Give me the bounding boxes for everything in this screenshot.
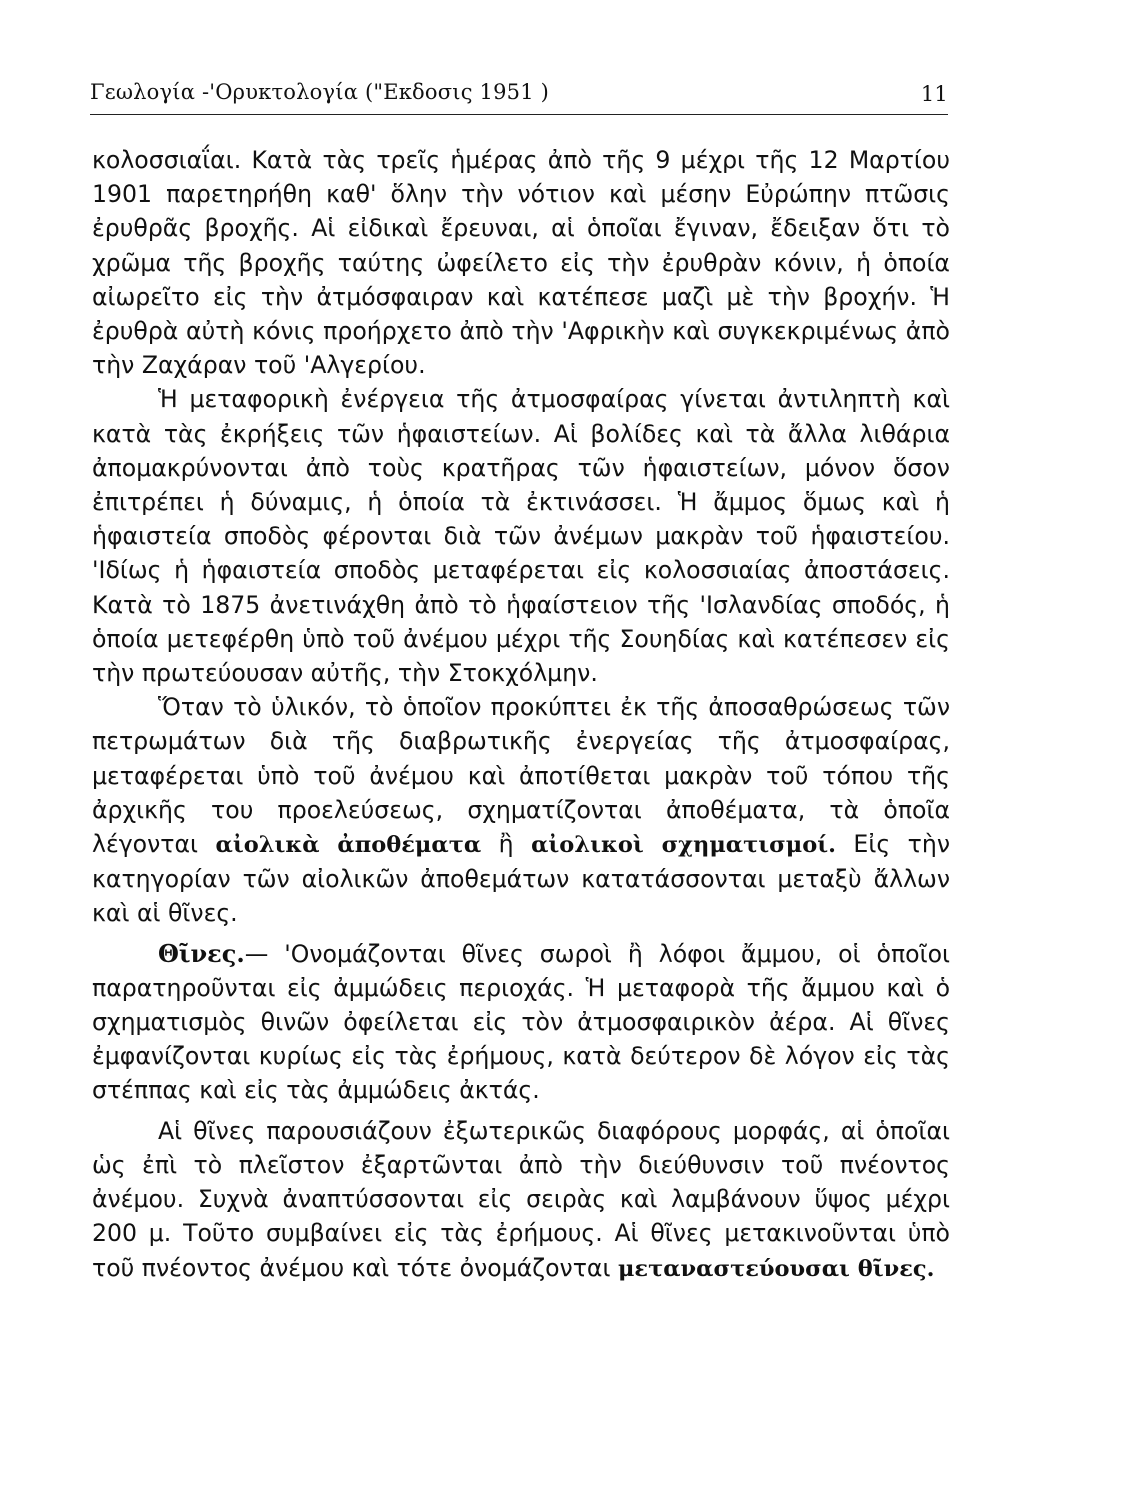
running-header <box>90 74 948 115</box>
paragraph-4-text: — 'Ονομάζονται θῖνες σωροὶ ἢ λόφοι ἄμμου, οἱ ὁποῖοι παρατηροῦνται εἰς ἀμμώδεις περιοχάς. Ἡ μεταφορὰ τῆς ἄμμου καὶ ὁ σχηματισμὸς θινῶν ὀφείλεται εἰς τὸν ἀτμοσφαιρικὸν ἀέρα. Αἱ θῖνες ἐμφανίζονται κυρίως εἰς τὰς ἐρήμους, κατὰ δεύτερον δὲ λόγον εἰς τὰς στέππας καὶ εἰς τὰς ἀμμώδεις ἀκτάς. <box>92 939 950 1105</box>
paragraph-3 <box>92 690 950 930</box>
term-aeolian-deposits: αἰολικὰ ἀποθέματα <box>215 832 482 859</box>
section-heading-dunes: Θῖνες. <box>158 938 245 968</box>
book-title: Γεωλογία -'Ορυκτολογία ("Εκδοσις 1951 ) <box>90 80 550 104</box>
paragraph-5-text: Αἱ θῖνες παρουσιάζουν ἐξωτερικῶς διαφόρους μορφάς, αἱ ὁποῖαι ὡς ἐπὶ τὸ πλεῖστον ἐξαρτῶνται ἀπὸ τὴν διεύθυνσιν τοῦ πνέοντος ἀνέμου. Συχνὰ ἀναπτύσσονται εἰς σειρὰς καὶ λαμβάνουν ὕψος μέχρι 200 μ. Τοῦτο συμβαίνει εἰς τὰς ἐρήμους. Αἱ θῖνες μετακινοῦνται ὑπὸ τοῦ πνέοντος ἀνέμου καὶ τότε ὀνομάζονται <box>92 1116 950 1282</box>
paragraph-2-text: Ἡ μεταφορικὴ ἐνέργεια τῆς ἀτμοσφαίρας γίνεται ἀντιληπτὴ καὶ κατὰ τὰς ἐκρήξεις τῶν ἡφαιστείων. Αἱ βολίδες καὶ τὰ ἄλλα λιθάρια ἀπομακρύνονται ἀπὸ τοὺς κρατῆρας τῶν ἡφαιστείων, μόνον ὅσον ἐπιτρέπει ἡ δύναμις, ἡ ὁποία τὰ ἐκτινάσσει. Ἡ ἄμμος ὅμως καὶ ἡ ἡφαιστεία σποδὸς φέρονται διὰ τῶν ἀνέμων μακρὰν τοῦ ἡφαιστείου. 'Ιδίως ἡ ἡφαιστεία σποδὸς μεταφέρεται εἰς κολοσσιαίας ἀποστάσεις. Κατὰ τὸ 1875 ἀνετινάχθη ἀπὸ τὸ ἡφαίστειον τῆς 'Ισλανδίας σποδός, ἡ ὁποία μετεφέρθη ὑπὸ τοῦ ἀνέμου μέχρι τῆς Σουηδίας καὶ κατέπεσεν εἰς τὴν πρωτεύουσαν αὐτῆς, τὴν Στοκχόλμην. <box>92 385 950 688</box>
term-aeolian-formations: αἰολικοὶ σχηματισμοί. <box>531 832 836 859</box>
paragraph-3-text-end: Εἰς τὴν κατηγορίαν τῶν αἰολικῶν ἀποθεμάτων κατατάσσονται μεταξὺ ἄλλων καὶ αἱ θῖνες. <box>92 830 950 928</box>
paragraph-4 <box>92 937 950 1108</box>
body-text <box>92 143 950 1286</box>
paragraph-3-text-start: Ὅταν τὸ ὑλικόν, τὸ ὁποῖον προκύπτει ἐκ τῆς ἀποσαθρώσεως τῶν πετρωμάτων διὰ τῆς διαβρωτικῆς ἐνεργείας τῆς ἀτμοσφαίρας, μεταφέρεται ὑπὸ τοῦ ἀνέμου καὶ ἀποτίθεται μακρὰν τοῦ τόπου τῆς ἀρχικῆς του προελεύσεως, σχηματίζονται ἀποθέματα, τὰ ὁποῖα λέγονται <box>92 693 950 859</box>
page-number: 11 <box>920 82 948 106</box>
paragraph-3-text-mid: ἢ <box>481 830 532 859</box>
paragraph-1-text: κολοσσιαΐαι. Κατὰ τὰς τρεῖς ἡμέρας ἀπὸ τῆς 9 μέχρι τῆς 12 Μαρτίου 1901 παρετηρήθη καθ' ὅλην τὴν νότιον καὶ μέσην Εὐρώπην πτῶσις ἐρυθρᾶς βροχῆς. Αἱ εἰδικαὶ ἔρευναι, αἱ ὁποῖαι ἔγιναν, ἔδειξαν ὅτι τὸ χρῶμα τῆς βροχῆς ταύτης ὠφείλετο εἰς τὴν ἐρυθρὰν κόνιν, ἡ ὁποία αἰωρεῖτο εἰς τὴν ἀτμόσφαιραν καὶ κατέπεσε μαζὶ μὲ τὴν βροχήν. Ἡ ἐρυθρὰ αὐτὴ κόνις προήρχετο ἀπὸ τὴν 'Αφρικὴν καὶ συγκεκριμένως ἀπὸ τὴν Ζαχάραν τοῦ 'Αλγερίου. <box>92 146 950 380</box>
paragraph-1 <box>92 143 950 382</box>
paragraph-5 <box>92 1114 950 1286</box>
paragraph-2 <box>92 382 950 690</box>
term-migrating-dunes: μεταναστεύουσαι θῖνες. <box>617 1255 935 1282</box>
